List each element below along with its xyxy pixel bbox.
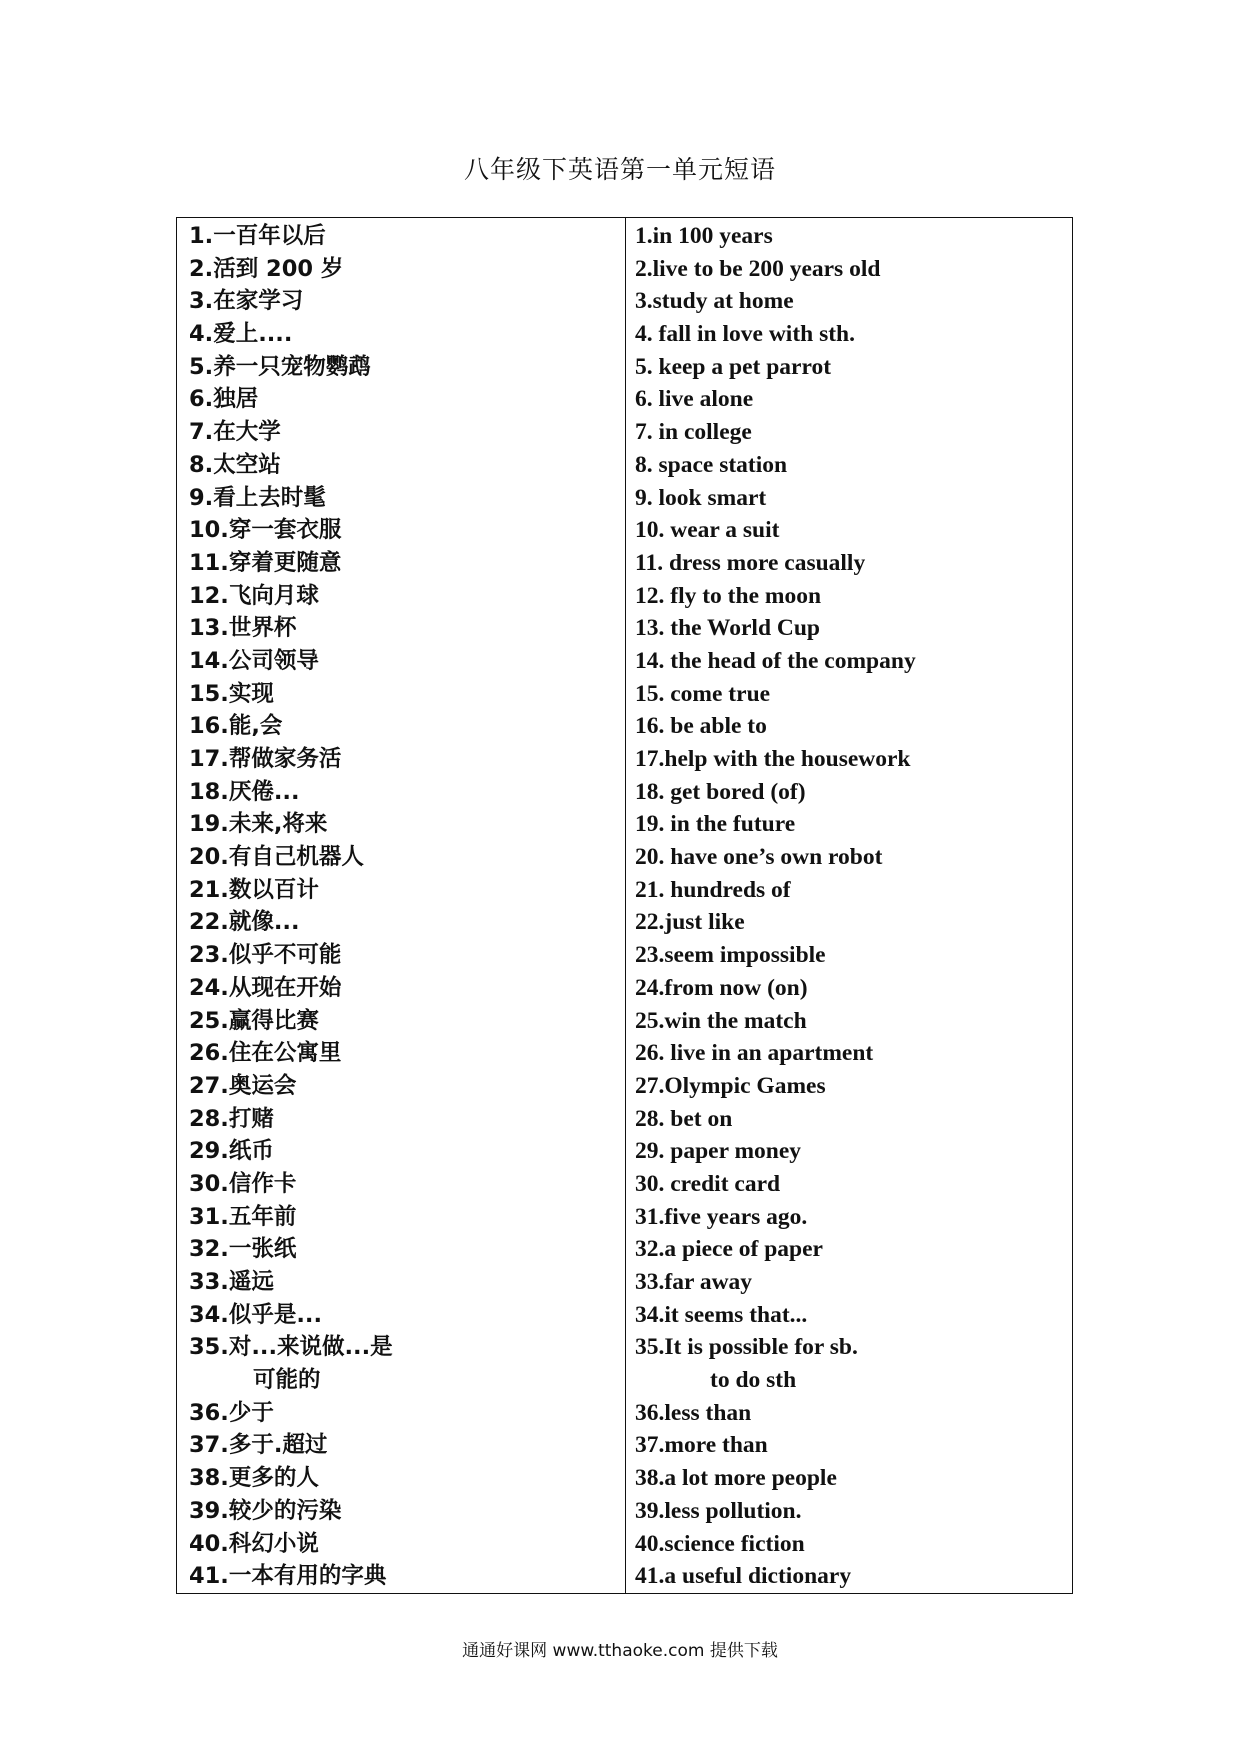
phrase-chinese: 40.科幻小说 [189, 1530, 319, 1557]
phrase-chinese: 26.住在公寓里 [189, 1040, 342, 1067]
chinese-column [189, 220, 619, 1593]
phrase-chinese: 16.能,会 [189, 713, 283, 740]
phrase-english: 7. in college [635, 419, 752, 446]
phrase-english: 18. get bored (of) [635, 778, 806, 805]
phrase-english: 4. fall in love with sth. [635, 321, 856, 348]
phrase-chinese: 36.少于 [189, 1399, 274, 1426]
phrase-english: 29. paper money [635, 1138, 802, 1165]
english-column [635, 220, 1065, 1593]
phrase-english: 12. fly to the moon [635, 582, 822, 609]
phrase-english: 28. bet on [635, 1105, 733, 1132]
phrase-chinese: 4.爱上.... [189, 321, 293, 348]
phrase-english: 17.help with the housework [635, 746, 911, 772]
phrase-chinese: 37.多于.超过 [189, 1432, 328, 1459]
phrase-english: 16. be able to [635, 713, 767, 740]
phrase-english [635, 1331, 1065, 1396]
phrase-english: 38.a lot more people [635, 1465, 837, 1492]
phrase-english: 36.less than [635, 1399, 752, 1426]
phrase-chinese: 38.更多的人 [189, 1465, 319, 1492]
phrase-chinese: 17.帮做家务活 [189, 746, 342, 772]
phrase-english: 25.win the match [635, 1007, 807, 1034]
phrase-chinese-line-2: 可能的 [253, 1367, 321, 1394]
phrase-chinese: 14.公司领导 [189, 647, 319, 674]
phrase-chinese: 11.穿着更随意 [189, 549, 342, 576]
phrase-chinese: 19.未来,将来 [189, 811, 328, 838]
phrase-english: 11. dress more casually [635, 549, 866, 576]
page-footer: 通通好课网 www.tthaoke.com 提供下载 [462, 1641, 778, 1661]
phrase-chinese-line-1: 35.对...来说做...是 [189, 1334, 393, 1361]
phrase-chinese: 22.就像... [189, 909, 300, 936]
phrase-english: 33.far away [635, 1269, 753, 1295]
phrase-table [176, 217, 1073, 1594]
phrase-chinese: 1.一百年以后 [189, 223, 326, 249]
phrase-chinese: 10.穿一套衣服 [189, 517, 342, 544]
phrase-chinese: 31.五年前 [189, 1203, 297, 1230]
phrase-chinese: 24.从现在开始 [189, 974, 342, 1001]
phrase-chinese: 7.在大学 [189, 419, 281, 446]
phrase-english: 40.science fiction [635, 1530, 805, 1557]
phrase-chinese: 5.养一只宠物鹦鹉 [189, 353, 371, 380]
page-title: 八年级下英语第一单元短语 [463, 155, 776, 184]
phrase-chinese: 27.奥运会 [189, 1072, 297, 1099]
column-divider [625, 218, 626, 1593]
phrase-chinese: 33.遥远 [189, 1269, 274, 1295]
phrase-english: 32.a piece of paper [635, 1236, 823, 1263]
phrase-english: 3.study at home [635, 288, 794, 315]
phrase-english: 1.in 100 years [635, 223, 773, 249]
phrase-english: 9. look smart [635, 484, 767, 511]
phrase-english: 27.Olympic Games [635, 1072, 826, 1099]
phrase-english: 19. in the future [635, 811, 796, 838]
phrase-english: 20. have one’s own robot [635, 844, 883, 871]
phrase-chinese: 23.似乎不可能 [189, 942, 342, 969]
phrase-english-line-1: 35.It is possible for sb. [635, 1334, 858, 1361]
phrase-chinese: 25.赢得比赛 [189, 1007, 319, 1034]
phrase-chinese: 15.实现 [189, 680, 274, 707]
phrase-english: 14. the head of the company [635, 647, 916, 674]
phrase-chinese: 18.厌倦... [189, 778, 300, 805]
phrase-chinese: 3.在家学习 [189, 288, 304, 315]
phrase-english: 21. hundreds of [635, 876, 791, 903]
phrase-chinese: 32.一张纸 [189, 1236, 297, 1263]
phrase-chinese: 28.打赌 [189, 1105, 274, 1132]
phrase-chinese: 20.有自己机器人 [189, 844, 364, 871]
phrase-chinese: 6.独居 [189, 386, 259, 413]
phrase-english: 6. live alone [635, 386, 754, 413]
phrase-english: 8. space station [635, 451, 788, 478]
phrase-english: 23.seem impossible [635, 942, 826, 969]
phrase-chinese: 21.数以百计 [189, 876, 319, 903]
phrase-english: 24.from now (on) [635, 974, 808, 1001]
phrase-english: 5. keep a pet parrot [635, 353, 832, 380]
phrase-english: 2.live to be 200 years old [635, 255, 881, 282]
phrase-english: 34.it seems that... [635, 1301, 808, 1328]
phrase-chinese: 30.信作卡 [189, 1170, 297, 1197]
phrase-chinese: 9.看上去时髦 [189, 484, 326, 511]
phrase-english: 10. wear a suit [635, 517, 780, 544]
phrase-chinese: 34.似乎是... [189, 1301, 323, 1328]
phrase-chinese: 12.飞向月球 [189, 582, 319, 609]
phrase-chinese: 41.一本有用的字典 [189, 1563, 387, 1590]
phrase-english: 26. live in an apartment [635, 1040, 874, 1067]
phrase-english: 41.a useful dictionary [635, 1563, 852, 1590]
phrase-chinese [189, 1331, 619, 1396]
phrase-chinese: 13.世界杯 [189, 615, 297, 642]
phrase-english: 30. credit card [635, 1170, 781, 1197]
phrase-english: 15. come true [635, 680, 771, 707]
phrase-english-line-2: to do sth [710, 1367, 797, 1394]
phrase-chinese: 29.纸币 [189, 1138, 274, 1165]
phrase-english: 22.just like [635, 909, 745, 936]
phrase-english: 13. the World Cup [635, 615, 820, 642]
phrase-english: 37.more than [635, 1432, 768, 1459]
phrase-chinese: 8.太空站 [189, 451, 281, 478]
phrase-chinese: 2.活到 200 岁 [189, 255, 344, 282]
phrase-english: 39.less pollution. [635, 1497, 802, 1524]
phrase-english: 31.five years ago. [635, 1203, 808, 1230]
phrase-chinese: 39.较少的污染 [189, 1497, 342, 1524]
